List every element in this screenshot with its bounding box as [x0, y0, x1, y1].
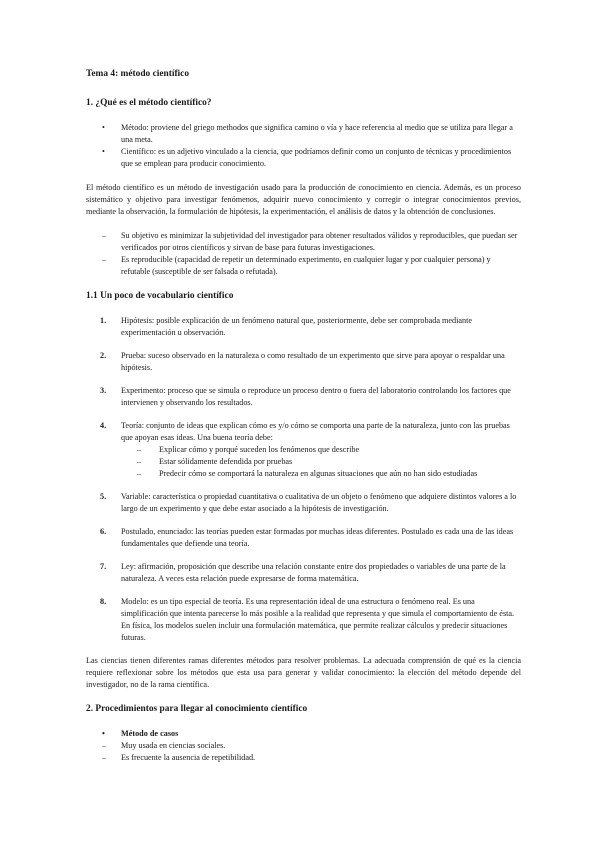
item-text: Modelo: es un tipo especial de teoría. Es una representación ideal de una estructura o fenómeno real. Es una simplificación que intenta parecerse lo más posible a la realidad que representa y que simula el comportamiento de ésta. En física, los modelos suelen incluir una formulación matemática, que permite realizar cálculos y predecir situaciones futuras.: [121, 597, 515, 642]
section-1-paragraph: El método científico es un método de investigación usado para la producción de conocimiento en ciencia. Además, es un proceso sistemático y objetivo para investigar fenómenos, adquirir nuevo conocimiento y corregir o integrar conocimientos previos, mediante la observación, la formulación de hipótesis, la experimentación, el análisis de datos y la obtención de conclusiones.: [86, 183, 521, 216]
item-number: 4.: [100, 421, 107, 430]
section-2-dash-list: [86, 740, 521, 764]
vocabulary-item: [86, 420, 521, 480]
item-text: Ley: afirmación, proposición que describe una relación constante entre dos propiedades o variables de una parte de la naturaleza. A veces esta relación puede expresarse de forma matemática.: [121, 562, 506, 583]
document-title: Tema 4: método científico: [86, 69, 190, 79]
item-text: Experimento: proceso que se simula o reproduce un proceso dentro o fuera del laboratorio controlando los factores que intervienen y observando los resultados.: [121, 386, 511, 407]
section-1-1-paragraph: Las ciencias tienen diferentes ramas diferentes métodos para resolver problemas. La adecuada comprensión de qué es la ciencia requiere reflexionar sobre los métodos que esta usa para generar y validar conocimiento: la elección del método depende del investigador, no de la rama científica.: [86, 656, 521, 689]
vocabulary-item: [86, 491, 521, 515]
item-number: 5.: [100, 492, 107, 501]
list-item: – Es frecuente la ausencia de repetibilidad.: [86, 752, 521, 764]
item-text: Postulado, enunciado: las teorías pueden estar formadas por muchas ideas diferentes. Postulado es cada una de las ideas fundamentales que defiende una teoría.: [121, 527, 514, 548]
vocabulary-item: [86, 350, 521, 374]
vocabulary-item: [86, 385, 521, 409]
list-item: – Estar sólidamente defendida por pruebas: [121, 456, 521, 468]
item-number: 6.: [100, 527, 107, 536]
vocabulary-item: [86, 596, 521, 644]
item-number: 1.: [100, 316, 107, 325]
section-1-heading: 1. ¿Qué es el método científico?: [86, 98, 212, 108]
list-item: – Predecir cómo se comportará la naturaleza en algunas situaciones que aún no han sido estudiadas: [121, 468, 521, 480]
item-number: 3.: [100, 386, 107, 395]
section-1-bullet-list: [86, 122, 521, 170]
item-number: 8.: [100, 597, 107, 606]
list-item: • Científico: es un adjetivo vinculado a la ciencia, que podríamos definir como un conjunto de técnicas y procedimientos que se emplean para producir conocimiento.: [86, 146, 521, 170]
section-2-heading: 2. Procedimientos para llegar al conocimiento científico: [86, 704, 308, 714]
vocabulary-list: [86, 315, 521, 644]
list-item: • Método: proviene del griego methodos que significa camino o vía y hace referencia al medio que se utiliza para llegar a una meta.: [86, 122, 521, 146]
section-2-bullet-list: [86, 728, 521, 740]
list-item: – Es reproducible (capacidad de repetir un determinado experimento, en cualquier lugar y por cualquier persona) y refutable (susceptible de ser falsada o refutada).: [86, 254, 521, 278]
item-text: Variable: característica o propiedad cuantitativa o cualitativa de un objeto o fenómeno que adquiere distintos valores a lo largo de un experimento y que debe estar asociado a la hipótesis de investigación.: [121, 492, 517, 513]
list-item: – Muy usada en ciencias sociales.: [86, 740, 521, 752]
item-text: Prueba: suceso observado en la naturaleza o como resultado de un experimento que sirve para apoyar o respaldar una hipótesis.: [121, 351, 505, 372]
theory-sublist: [121, 444, 521, 480]
vocabulary-item: [86, 561, 521, 585]
item-text: Teoría: conjunto de ideas que explican cómo es y/o cómo se comporta una parte de la naturaleza, junto con las pruebas que apoyan esas ideas. Una buena teoría debe:: [121, 421, 510, 442]
item-number: 7.: [100, 562, 107, 571]
vocabulary-item: [86, 526, 521, 550]
item-text: Hipótesis: posible explicación de un fenómeno natural que, posteriormente, debe ser comprobada mediante experimentación u observación.: [121, 316, 473, 337]
list-item: – Su objetivo es minimizar la subjetividad del investigador para obtener resultados válidos y reproducibles, que puedan ser verificados por otros científicos y sirvan de base para futuras investigaciones.: [86, 230, 521, 254]
item-number: 2.: [100, 351, 107, 360]
section-1-1-heading: 1.1 Un poco de vocabulario científico: [86, 291, 234, 301]
list-item: • Método de casos: [86, 728, 521, 740]
vocabulary-item: [86, 315, 521, 339]
section-1-dash-list: [86, 230, 521, 278]
list-item: – Explicar cómo y porqué suceden los fenómenos que describe: [121, 444, 521, 456]
